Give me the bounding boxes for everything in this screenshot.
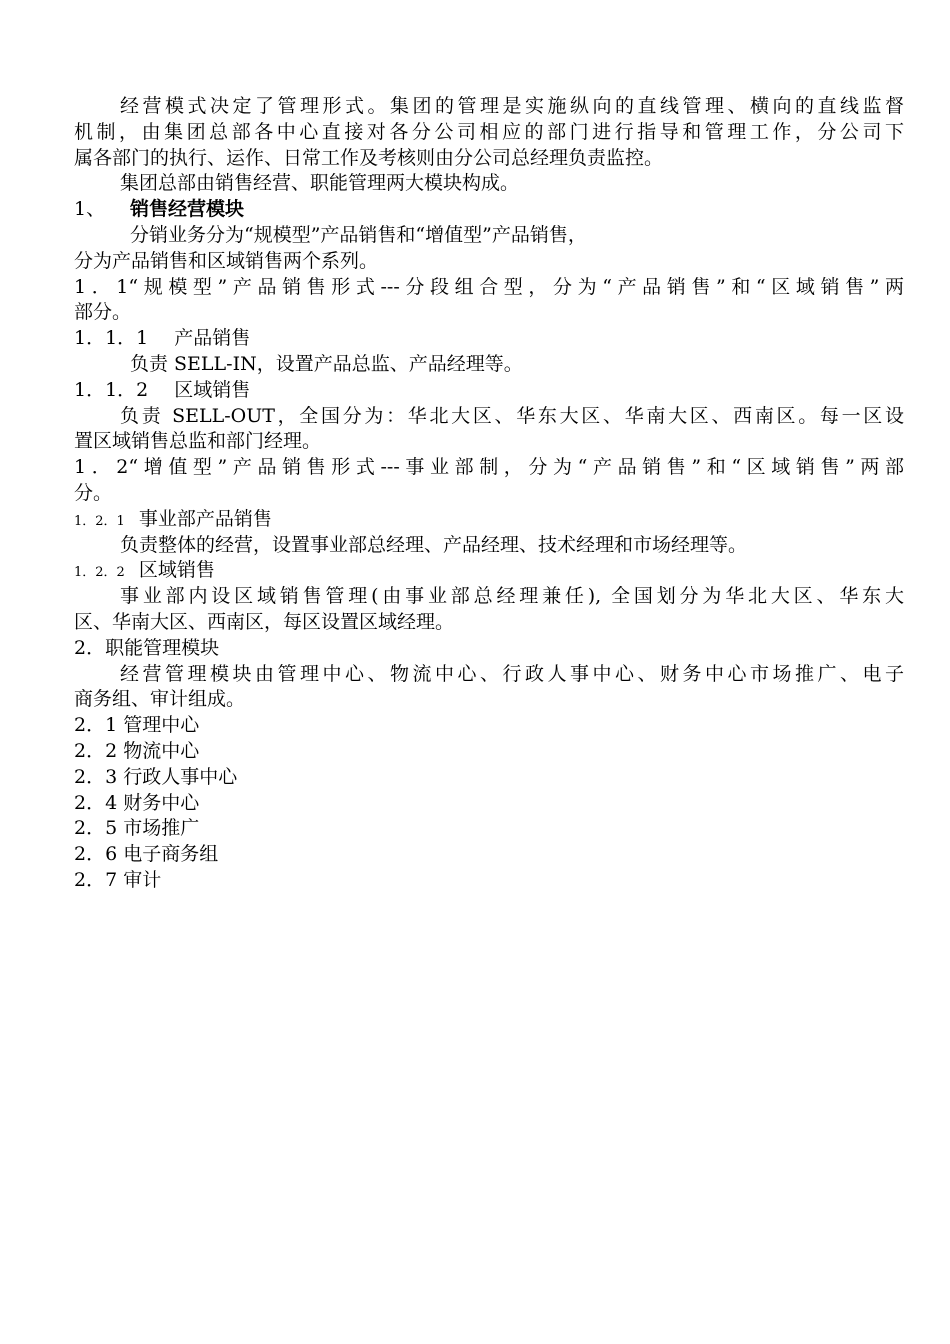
subsection-1-2-2-body-line-2: 区、华南大区、西南区，每区设置区域经理。 xyxy=(74,610,455,633)
subsection-1-2-1-number: 1．2．1 xyxy=(74,513,125,529)
document-body xyxy=(74,94,904,894)
section-1-heading xyxy=(74,197,904,223)
subsection-1-1-2-heading xyxy=(74,378,904,404)
subsection-1-1-1-heading xyxy=(74,326,904,352)
subsection-1-2-line-2: 分。 xyxy=(74,481,113,504)
subsection-1-2-2-title: 区域销售 xyxy=(138,559,215,582)
section-2-intro-line-1: 经营管理模块由管理中心、物流中心、行政人事中心、财务中心市场推广、电子 xyxy=(120,662,904,685)
list-item: 2．5 市场推广 xyxy=(74,817,200,840)
paragraph-1-line-2: 机制，由集团总部各中心直接对各分公司相应的部门进行指导和管理工作，分公司下 xyxy=(74,120,904,143)
list-item: 2．7 审计 xyxy=(74,868,162,891)
subsection-1-1-1-title: 产品销售 xyxy=(174,327,251,350)
subsection-1-1-line-2: 部分。 xyxy=(74,301,132,324)
subsection-1-2-1-heading xyxy=(74,507,904,533)
subsection-1-1-2-body-line-1: 负责 SELL-OUT，全国分为：华北大区、华东大区、华南大区、西南区。每一区设 xyxy=(120,404,904,427)
section-1-number: 1、 xyxy=(74,198,106,221)
subsection-1-1-2-body-line-2: 置区域销售总监和部门经理。 xyxy=(74,430,322,453)
section-2-list xyxy=(74,713,904,894)
list-item: 2．2 物流中心 xyxy=(74,739,200,762)
paragraph-2: 集团总部由销售经营、职能管理两大模块构成。 xyxy=(120,172,520,195)
subsection-1-2-2-heading xyxy=(74,558,904,584)
subsection-1-1-1-body: 负责 SELL-IN，设置产品总监、产品经理等。 xyxy=(130,352,523,375)
paragraph-1-line-3: 属各部门的执行、运作、日常工作及考核则由分公司总经理负责监控。 xyxy=(74,146,664,169)
subsection-1-2-1-body: 负责整体的经营，设置事业部总经理、产品经理、技术经理和市场经理等。 xyxy=(120,533,748,556)
subsection-1-1-1-number: 1．1．1 xyxy=(74,327,149,350)
list-item: 2．1 管理中心 xyxy=(74,714,200,737)
list-item: 2．6 电子商务组 xyxy=(74,843,219,866)
list-item: 2．4 财务中心 xyxy=(74,791,200,814)
subsection-1-2-line-1: 1．2“增值型”产品销售形式---事业部制，分为“产品销售”和“区域销售”两部 xyxy=(74,456,904,479)
section-1-intro-line-2: 分为产品销售和区域销售两个系列。 xyxy=(74,249,379,272)
subsection-1-2-2-number: 1．2．2 xyxy=(74,565,125,581)
subsection-1-2-2-body-line-1: 事业部内设区域销售管理(由事业部总经理兼任), 全国划分为华北大区、华东大 xyxy=(120,585,904,608)
subsection-1-1-2-number: 1．1．2 xyxy=(74,378,149,401)
subsection-1-2-1-title: 事业部产品销售 xyxy=(138,507,272,530)
section-1-title: 销售经营模块 xyxy=(130,198,245,221)
section-2-heading: 2．职能管理模块 xyxy=(74,636,220,659)
list-item: 2．3 行政人事中心 xyxy=(74,765,238,788)
section-1-intro-line-1: 分销业务分为“规模型”产品销售和“增值型”产品销售， xyxy=(130,223,587,246)
paragraph-1-line-1: 经营模式决定了管理形式。集团的管理是实施纵向的直线管理、横向的直线监督 xyxy=(120,95,904,117)
section-2-intro-line-2: 商务组、审计组成。 xyxy=(74,688,246,711)
subsection-1-1-line-1: 1．1“规模型”产品销售形式---分段组合型，分为“产品销售”和“区域销售”两 xyxy=(74,275,904,298)
subsection-1-1-2-title: 区域销售 xyxy=(174,378,251,401)
